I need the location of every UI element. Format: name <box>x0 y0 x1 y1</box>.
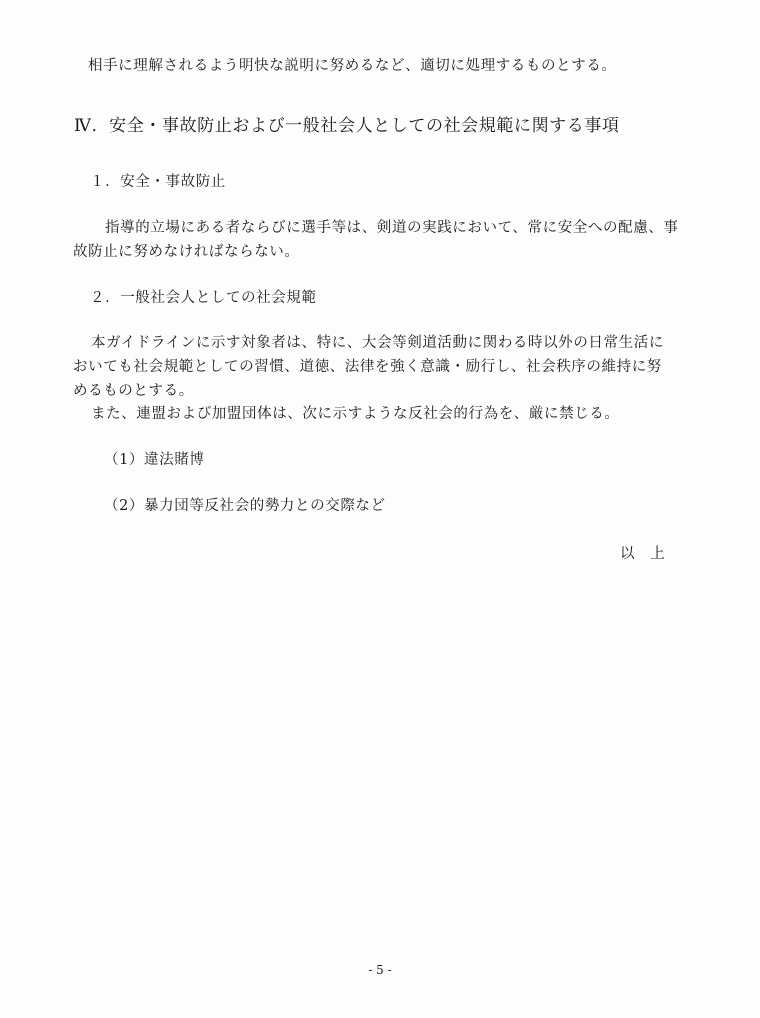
paragraph-norms-line-2: おいても社会規範としての習慣、道徳、法律を強く意識・励行し、社会秩序の維持に努 <box>73 359 662 375</box>
closing-mark: 以 上 <box>620 546 666 562</box>
paragraph-norms-line-1: 本ガイドラインに示す対象者は、特に、大会等剣道活動に関わる時以外の日常生活に <box>91 335 664 351</box>
paragraph-prohibition: また、連盟および加盟団体は、次に示すような反社会的行為を、厳に禁じる。 <box>91 406 620 422</box>
continuation-text: 相手に理解されるよう明快な説明に努めるなど、適切に処理するものとする。 <box>88 58 617 74</box>
paragraph-safety-line-1: 指導的立場にある者ならびに選手等は、剣道の実践において、常に安全への配慮、事 <box>105 220 679 236</box>
subsection-heading-safety: １．安全・事故防止 <box>90 174 226 190</box>
page-number: - 5 - <box>368 963 392 977</box>
subsection-heading-social-norms: ２．一般社会人としての社会規範 <box>90 290 317 306</box>
section-heading: Ⅳ．安全・事故防止および一般社会人としての社会規範に関する事項 <box>74 116 620 136</box>
list-item-illegal-gambling: （1）違法賭博 <box>104 452 205 468</box>
list-item-antisocial-forces: （2）暴力団等反社会的勢力との交際など <box>104 498 386 514</box>
paragraph-safety-line-2: 故防止に努めなければならない。 <box>73 244 300 260</box>
paragraph-norms-line-3: めるものとする。 <box>73 383 194 399</box>
